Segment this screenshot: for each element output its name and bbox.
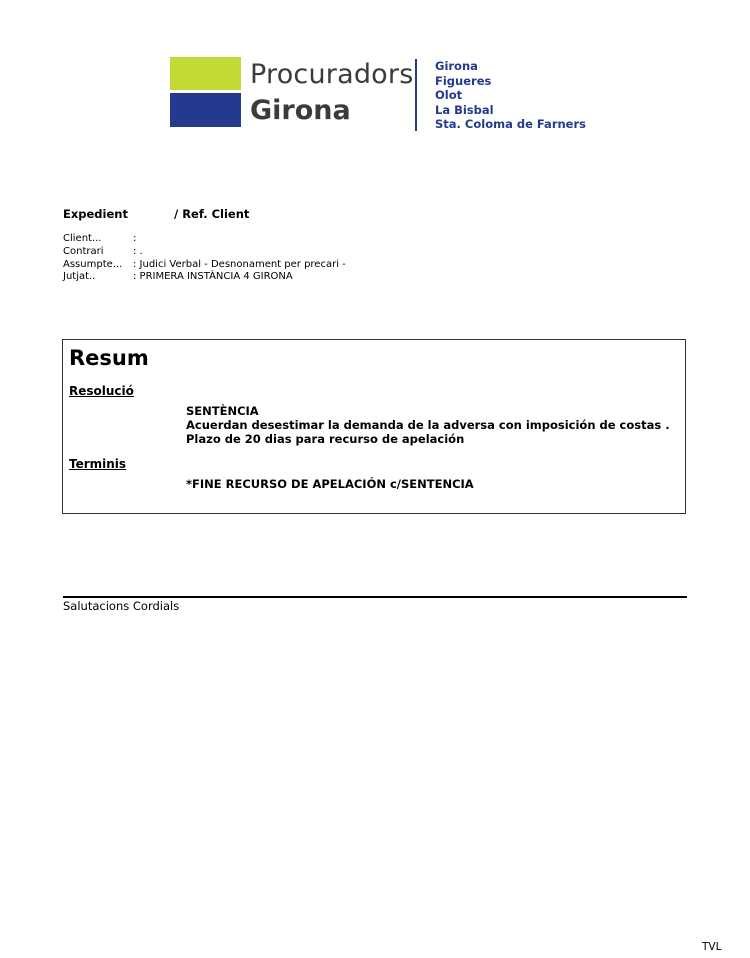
city-item: Olot	[435, 88, 463, 103]
info-value: : .	[133, 245, 143, 257]
procuradors-girona-logo	[170, 57, 590, 137]
resolucio-line: Plazo de 20 dias para recurso de apelación	[186, 432, 465, 446]
expedient-header	[63, 207, 250, 221]
expedient-label: Expedient	[63, 207, 128, 221]
logo-mark-icon	[170, 57, 241, 127]
info-label: Jutjat..	[63, 271, 96, 283]
terminis-text	[186, 477, 474, 491]
logo-divider	[415, 59, 417, 131]
resolucio-text	[186, 404, 670, 446]
footer-initials: TVL	[702, 941, 722, 953]
info-label: Assumpte...	[63, 258, 123, 270]
city-item: Girona	[435, 59, 478, 73]
info-label: Client...	[63, 233, 102, 244]
brand-name-line1: Procuradors	[250, 59, 414, 90]
info-value: :	[133, 233, 137, 244]
ref-client-label: / Ref. Client	[174, 207, 250, 221]
closing-greeting: Salutacions Cordials	[63, 599, 180, 613]
resolucio-line: SENTÈNCIA	[186, 404, 259, 418]
divider-line	[63, 596, 687, 598]
resolucio-heading: Resolució	[69, 384, 134, 398]
brand-name-line2: Girona	[250, 95, 351, 126]
city-item: Sta. Coloma de Farners	[435, 117, 586, 132]
info-value: : PRIMERA INSTÀNCIA 4 GIRONA	[133, 271, 293, 283]
info-value: : Judici Verbal - Desnonament per precari -	[133, 258, 346, 270]
resum-title: Resum	[69, 346, 149, 370]
city-item: Figueres	[435, 73, 492, 88]
city-item: La Bisbal	[435, 102, 494, 117]
resolucio-line: Acuerdan desestimar la demanda de la adversa con imposición de costas .	[186, 418, 670, 432]
terminis-line: *FINE RECURSO DE APELACIÓN c/SENTENCIA	[186, 477, 474, 491]
info-label: Contrari	[63, 245, 104, 257]
office-city-list	[435, 59, 586, 132]
resum-box	[62, 339, 686, 514]
terminis-heading: Terminis	[69, 457, 127, 471]
